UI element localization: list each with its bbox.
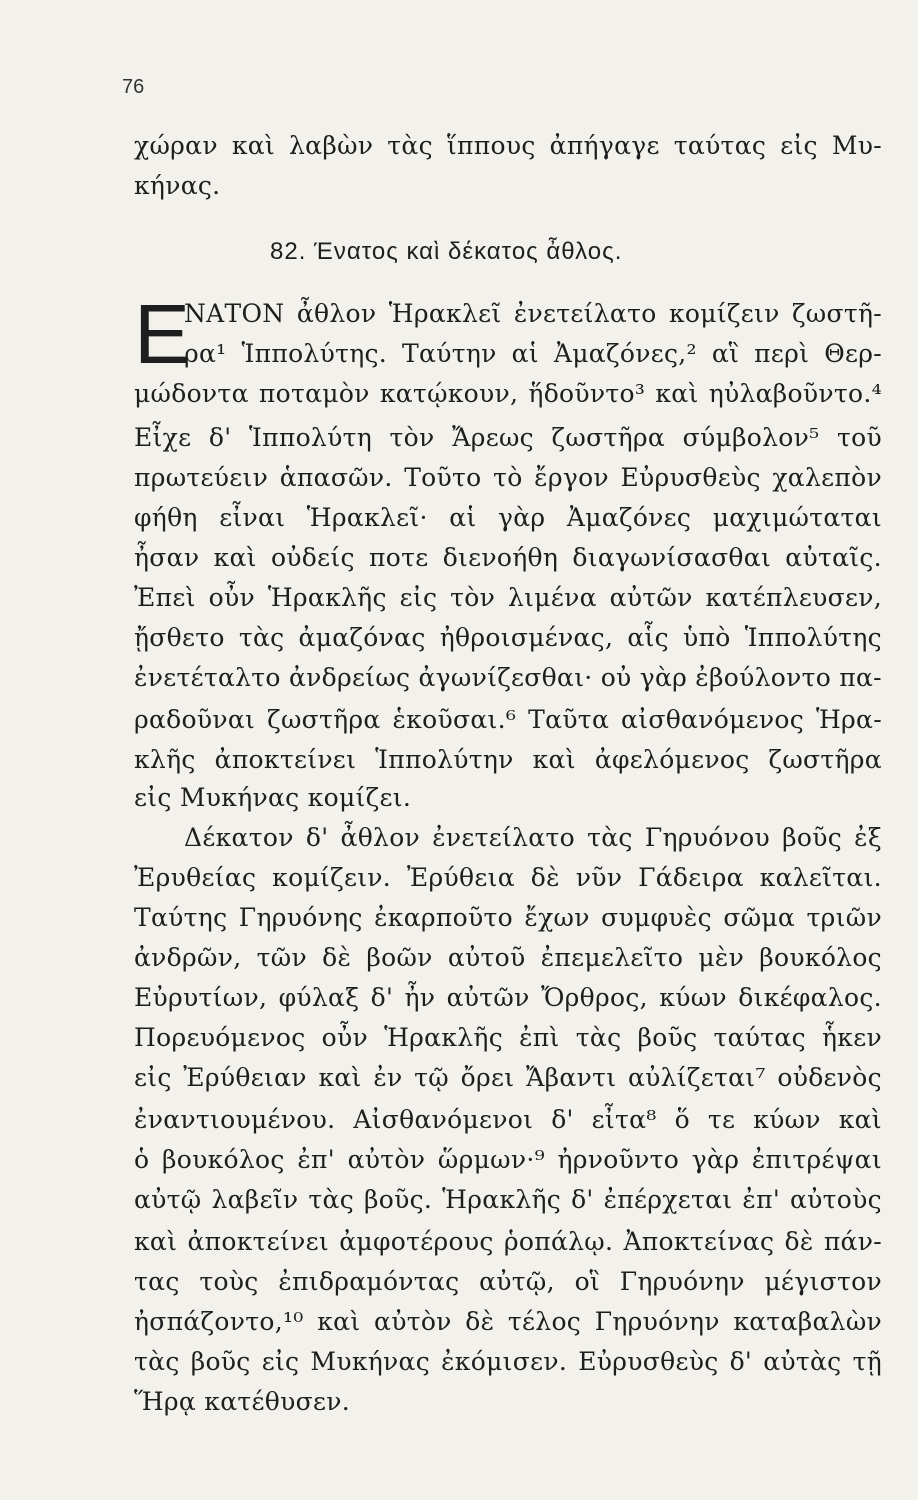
text-line: τας τοὺς ἐπιδραμόντας αὐτῷ, οἳ Γηρυόνην μέγιστον [134,1267,882,1296]
text-line: Εἶχε δ' Ἱππολύτη τὸν Ἄρεως ζωστῆρα σύμβολον⁵ τοῦ [134,423,882,452]
text-line: ᾔσθετο τὰς ἀμαζόνας ἠθροισμένας, αἷς ὑπὸ Ἱππολύτης [134,623,882,652]
drop-cap: Ε [134,287,191,381]
text-line: τὰς βοῦς εἰς Μυκήνας ἐκόμισεν. Εὐρυσθεὺς δ' αὐτὰς τῇ [134,1347,882,1376]
text-line: ΝΑΤΟΝ ἆθλον Ἡρακλεῖ ἐνετείλατο κομίζειν ζωστῆ- [184,299,882,328]
text-line: Ἐπεὶ οὖν Ἡρακλῆς εἰς τὸν λιμένα αὐτῶν κατέπλευσεν, [134,583,882,612]
text-line: ἀνδρῶν, τῶν δὲ βοῶν αὐτοῦ ἐπεμελεῖτο μὲν βουκόλος [134,943,882,972]
text-line: κλῆς ἀποκτείνει Ἱππολύτην καὶ ἀφελόμενος ζωστῆρα [134,745,882,774]
text-line: ἠσπάζοντο,¹⁰ καὶ αὐτὸν δὲ τέλος Γηρυόνην καταβαλὼν [134,1307,882,1336]
text-line: πρωτεύειν ἁπασῶν. Τοῦτο τὸ ἔργον Εὐρυσθεὺς χαλεπὸν [134,463,882,492]
text-line: ρα¹ Ἱππολύτης. Ταύτην αἱ Ἀμαζόνες,² αἳ περὶ Θερ- [184,339,882,368]
text-line: ἐνετέταλτο ἀνδρείως ἀγωνίζεσθαι· οὐ γὰρ ἐβούλοντο πα- [134,663,882,692]
text-line: εἰς Ἐρύθειαν καὶ ἐν τῷ ὄρει Ἄβαντι αὐλίζεται⁷ οὐδενὸς [134,1063,882,1092]
text-line: ὁ βουκόλος ἐπ' αὐτὸν ὥρμων·⁹ ἠρνοῦντο γὰρ ἐπιτρέψαι [134,1145,882,1174]
text-line: αὐτῷ λαβεῖν τὰς βοῦς. Ἡρακλῆς δ' ἐπέρχεται ἐπ' αὐτοὺς [134,1185,882,1214]
text-line: ραδοῦναι ζωστῆρα ἑκοῦσαι.⁶ Ταῦτα αἰσθανόμενος Ἡρα- [134,705,882,734]
text-line: Δέκατον δ' ἆθλον ἐνετείλατο τὰς Γηρυόνου βοῦς ἐξ [184,823,882,852]
text-line: εἰς Μυκήνας κομίζει. [134,783,412,812]
section-heading: 82. Ένατος καὶ δέκατος ἆθλος. [270,238,623,265]
text-line: μώδοντα ποταμὸν κατῴκουν, ἥδοῦντο³ καὶ ηὐλαβοῦντο.⁴ [134,379,882,408]
page-number: 76 [122,76,145,98]
text-line: Ἥρᾳ κατέθυσεν. [134,1387,350,1416]
text-line: Πορευόμενος οὖν Ἡρακλῆς ἐπὶ τὰς βοῦς ταύτας ἧκεν [134,1023,882,1052]
text-line: Εὐρυτίων, φύλαξ δ' ἦν αὐτῶν Ὄρθρος, κύων δικέφαλος. [134,983,882,1012]
text-line: χώραν καὶ λαβὼν τὰς ἵππους ἀπήγαγε ταύτας εἰς Μυ- [134,131,882,160]
text-line: φήθη εἶναι Ἡρακλεῖ· αἱ γὰρ Ἀμαζόνες μαχιμώταται [134,503,882,532]
text-line: ἦσαν καὶ οὐδείς ποτε διενοήθη διαγωνίσασθαι αὐταῖς. [134,543,882,572]
text-line: ἐναντιουμένου. Αἰσθανόμενοι δ' εἶτα⁸ ὅ τε κύων καὶ [134,1105,882,1134]
text-line: Ταύτης Γηρυόνης ἐκαρποῦτο ἔχων συμφυὲς σῶμα τριῶν [134,903,882,932]
text-line: καὶ ἀποκτείνει ἀμφοτέρους ῥοπάλῳ. Ἀποκτείνας δὲ πάν- [134,1227,882,1256]
text-line: Ἐρυθείας κομίζειν. Ἐρύθεια δὲ νῦν Γάδειρα καλεῖται. [134,863,882,892]
text-line: κήνας. [134,171,221,200]
